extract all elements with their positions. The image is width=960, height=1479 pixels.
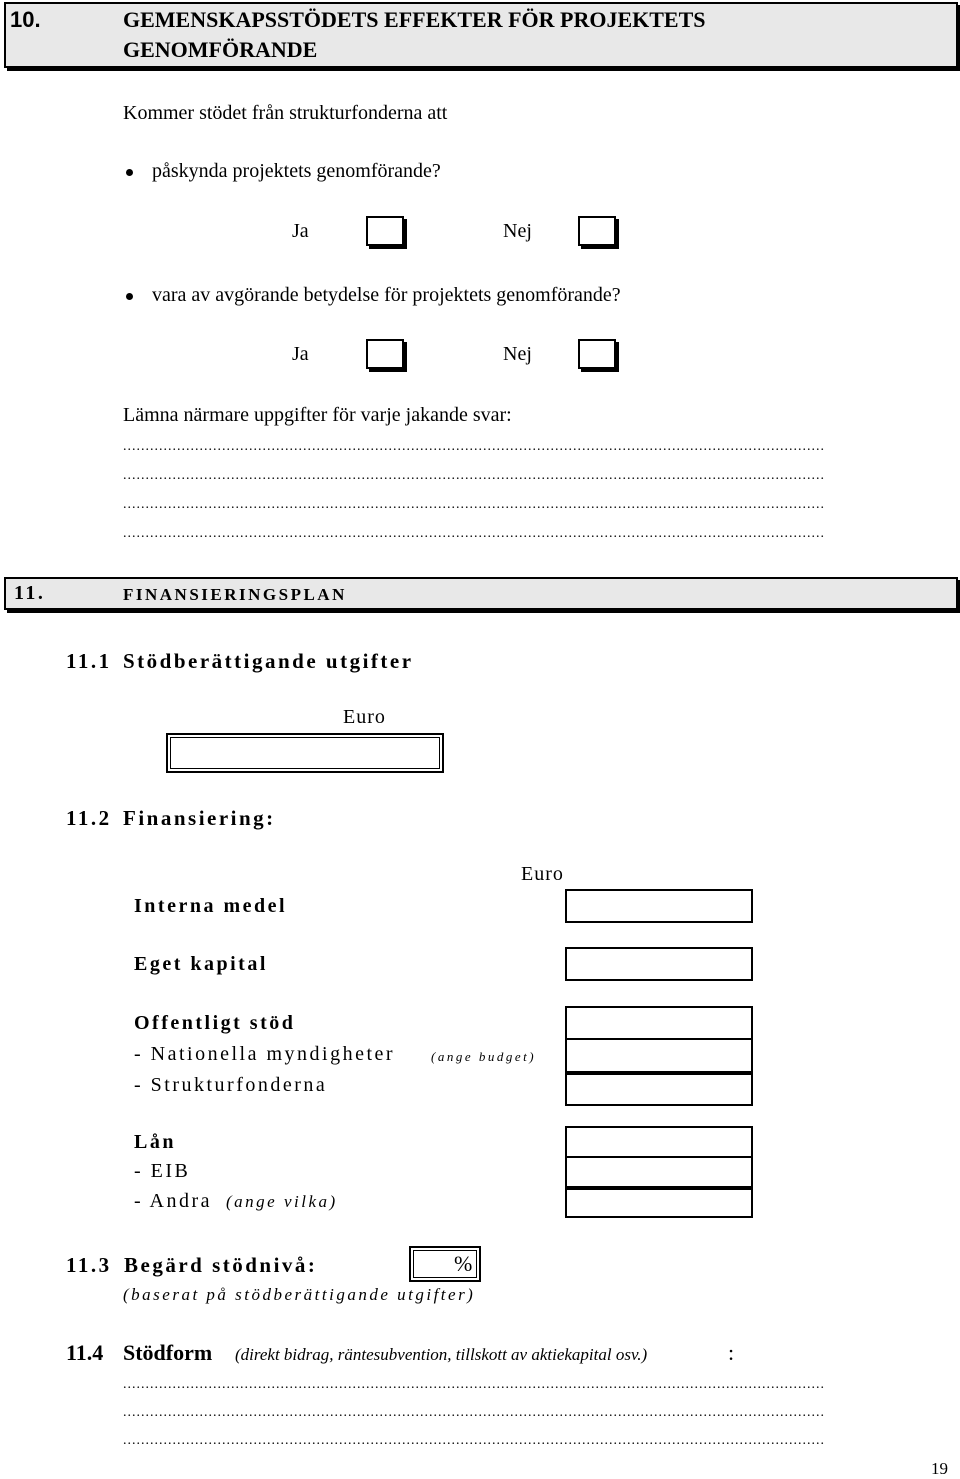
question-2-yes-label: Ja [292, 343, 309, 365]
section-11-number: 11. [14, 582, 46, 604]
question-1-no-checkbox[interactable] [578, 216, 616, 246]
loans-label: Lån [134, 1131, 176, 1153]
eib-label: - EIB [134, 1160, 191, 1182]
aid-rate-percent: % [454, 1251, 473, 1276]
public-support-extra-field[interactable] [565, 1073, 753, 1106]
loans-field[interactable] [565, 1126, 753, 1158]
national-authorities-note: (ange budget) [431, 1049, 537, 1064]
s11-1-title: Stödberättigande utgifter [123, 649, 414, 673]
details-answer-line-1[interactable]: ............................................................................................................................................................ [123, 440, 825, 454]
s11-3-number: 11.3 [66, 1253, 112, 1277]
question-2-no-label: Nej [503, 343, 532, 365]
other-loans-label: - Andra [134, 1190, 213, 1212]
section-10-title-line1: GEMENSKAPSSTÖDETS EFFEKTER FÖR PROJEKTETS [123, 7, 706, 32]
equity-field[interactable] [565, 947, 753, 981]
equity-label: Eget kapital [134, 953, 268, 975]
details-answer-line-4[interactable]: ............................................................................................................................................................ [123, 527, 825, 541]
question-1-yes-label: Ja [292, 220, 309, 242]
internal-funds-label: Interna medel [134, 895, 288, 917]
section-10-intro: Kommer stödet från strukturfonderna att [123, 102, 448, 124]
s11-2-title: Finansiering: [123, 806, 276, 830]
details-answer-line-3[interactable]: ............................................................................................................................................................ [123, 498, 825, 512]
s11-4-colon: : [728, 1340, 735, 1365]
structural-funds-field[interactable] [565, 1040, 753, 1073]
national-authorities-label: - Nationella myndigheter [134, 1043, 396, 1065]
s11-2-number: 11.2 [66, 806, 112, 830]
aid-form-answer-line-3[interactable]: ............................................................................................................................................................ [123, 1434, 825, 1448]
national-authorities-field[interactable] [565, 1006, 753, 1040]
s11-1-currency: Euro [343, 706, 386, 728]
bullet-icon [126, 169, 133, 176]
details-prompt: Lämna närmare uppgifter för varje jakande svar: [123, 404, 512, 426]
s11-4-note: (direkt bidrag, räntesubvention, tillskott av aktiekapital osv.) [235, 1345, 648, 1364]
internal-funds-field[interactable] [565, 889, 753, 923]
aid-form-answer-line-1[interactable]: ............................................................................................................................................................ [123, 1378, 825, 1392]
question-1-yes-checkbox[interactable] [366, 216, 404, 246]
s11-3-note: (baserat på stödberättigande utgifter) [123, 1285, 476, 1304]
section-10-title-line2: GENOMFÖRANDE [123, 37, 318, 62]
details-answer-line-2[interactable]: ............................................................................................................................................................ [123, 469, 825, 483]
s11-1-number: 11.1 [66, 649, 112, 673]
public-support-label: Offentligt stöd [134, 1012, 296, 1034]
section-10-number: 10. [10, 7, 41, 32]
page-number: 19 [931, 1459, 948, 1478]
eligible-costs-field[interactable] [166, 733, 444, 773]
question-1-text: påskynda projektets genomförande? [152, 160, 441, 182]
question-2-text: vara av avgörande betydelse för projektets genomförande? [152, 284, 621, 306]
question-2-yes-checkbox[interactable] [366, 339, 404, 369]
other-loans-field[interactable] [565, 1188, 753, 1218]
structural-funds-label: - Strukturfonderna [134, 1074, 328, 1096]
bullet-icon [126, 293, 133, 300]
other-loans-note: (ange vilka) [226, 1192, 338, 1211]
s11-3-title: Begärd stödnivå: [124, 1253, 318, 1277]
eib-field[interactable] [565, 1158, 753, 1188]
section-11-title: FINANSIERINGSPLAN [123, 585, 347, 604]
question-2-no-checkbox[interactable] [578, 339, 616, 369]
s11-4-title: Stödform [123, 1340, 213, 1365]
question-1-no-label: Nej [503, 220, 532, 242]
s11-4-number: 11.4 [66, 1340, 104, 1365]
aid-form-answer-line-2[interactable]: ............................................................................................................................................................ [123, 1406, 825, 1420]
s11-2-currency: Euro [521, 863, 564, 885]
